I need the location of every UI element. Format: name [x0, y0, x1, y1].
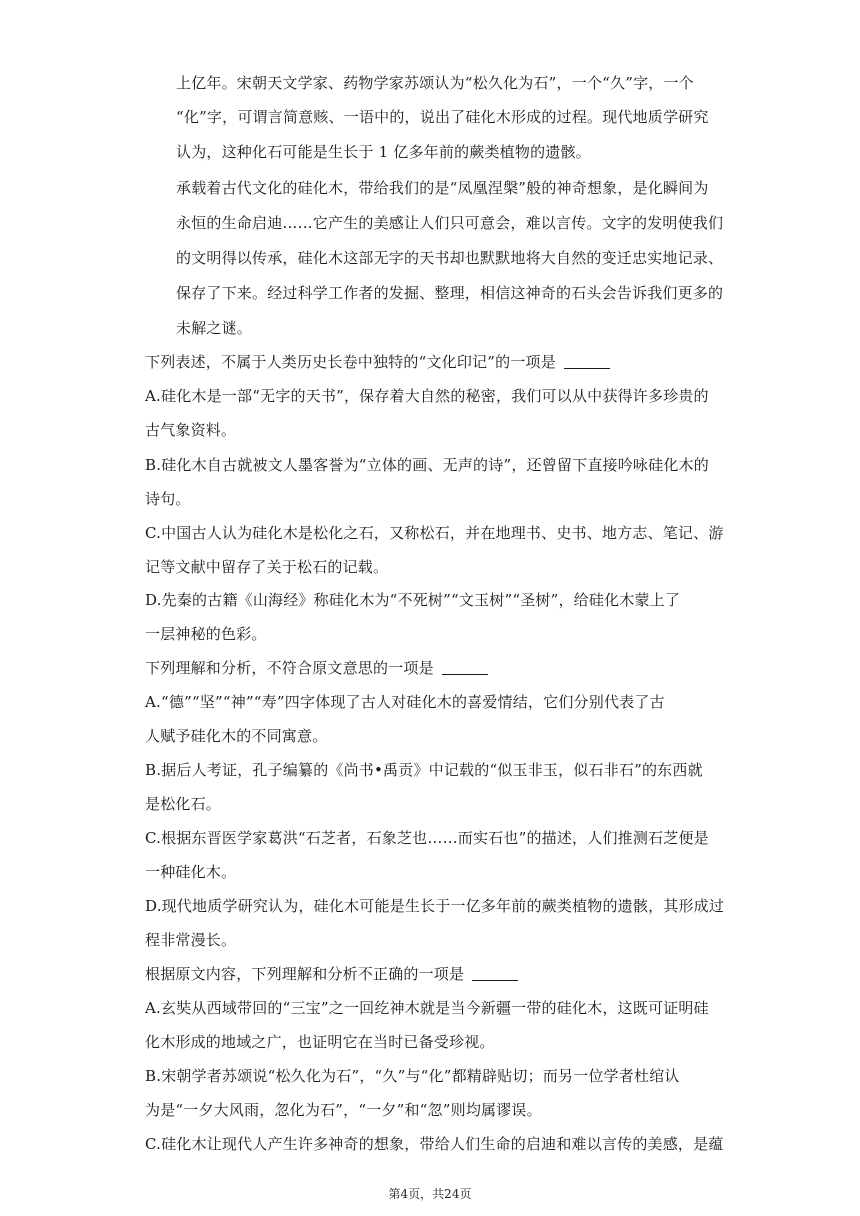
- question-stem-text: 下列理解和分析，不符合原文意思的一项是: [145, 659, 434, 677]
- option-line: 一层神秘的色彩。: [145, 625, 267, 643]
- option-line: A.玄奘从西域带回的“三宝”之一回纥神木就是当今新疆一带的硅化木，这既可证明硅: [145, 999, 709, 1017]
- answer-blank: [442, 660, 488, 675]
- question-stem-text: 下列表述，不属于人类历史长卷中独特的“文化印记”的一项是: [145, 353, 556, 371]
- passage-line: 的文明得以传承，硅化木这部无字的天书却也默默地将大自然的变迁忠实地记录、: [176, 249, 724, 267]
- option-line: C.中国古人认为硅化木是松化之石，又称松石，并在地理书、史书、地方志、笔记、游: [145, 524, 724, 542]
- option-line: 一种硅化木。: [145, 863, 237, 881]
- option-line: A.硅化木是一部“无字的天书”，保存着大自然的秘密，我们可以从中获得许多珍贵的: [145, 387, 709, 405]
- option-line: 人赋予硅化木的不同寓意。: [145, 727, 328, 745]
- passage-line: 承载着古代文化的硅化木，带给我们的是“凤凰涅槃”般的神奇想象，是化瞬间为: [176, 179, 709, 197]
- page-footer: 第4页，共24页: [388, 1187, 472, 1201]
- passage-line: 上亿年。宋朝天文学家、药物学家苏颂认为“松久化为石”，一个“久”字，一个: [176, 74, 694, 92]
- question-stem: [145, 352, 610, 372]
- option-line: C.根据东晋医学家葛洪“石芝者，石象芝也……而实石也”的描述，人们推测石芝便是: [145, 829, 709, 847]
- option-line: B.据后人考证，孔子编纂的《尚书•禹贡》中记载的“似玉非玉，似石非石”的东西就: [145, 761, 703, 779]
- option-line: 古气象资料。: [145, 421, 237, 439]
- answer-blank: [564, 354, 610, 369]
- option-line: A.“德”“坚”“神”“寿”四字体现了古人对硅化木的喜爱情结，它们分别代表了古: [145, 693, 665, 711]
- option-line: 诗句。: [145, 490, 191, 508]
- passage-line: 未解之谜。: [176, 319, 253, 337]
- question-stem-text: 根据原文内容，下列理解和分析不正确的一项是: [145, 965, 465, 983]
- question-stem: [145, 964, 518, 984]
- passage-line: “化”字，可谓言简意赅、一语中的，说出了硅化木形成的过程。现代地质学研究: [176, 108, 709, 126]
- passage-line: 认为，这种化石可能是生长于 1 亿多年前的蕨类植物的遗骸。: [176, 143, 591, 161]
- option-line: 化木形成的地域之广，也证明它在当时已备受珍视。: [145, 1033, 495, 1051]
- option-line: 是松化石。: [145, 795, 222, 813]
- option-line: 程非常漫长。: [145, 931, 237, 949]
- passage-line: 保存了下来。经过科学工作者的发掘、整理，相信这神奇的石头会告诉我们更多的: [176, 284, 724, 302]
- option-line: D.现代地质学研究认为，硅化木可能是生长于一亿多年前的蕨类植物的遗骸，其形成过: [145, 897, 725, 915]
- option-line: 记等文献中留存了关于松石的记载。: [145, 558, 389, 576]
- option-line: B.硅化木自古就被文人墨客誉为“立体的画、无声的诗”，还曾留下直接吟咏硅化木的: [145, 456, 709, 474]
- passage-line: 永恒的生命启迪……它产生的美感让人们只可意会，难以言传。文字的发明使我们: [176, 214, 724, 232]
- answer-blank: [472, 966, 518, 981]
- option-line: B.宋朝学者苏颂说“松久化为石”，“久”与“化”都精辟贴切；而另一位学者杜绾认: [145, 1067, 680, 1085]
- option-line: 为是“一夕大风雨，忽化为石”，“一夕”和“忽”则均属谬误。: [145, 1101, 542, 1119]
- option-line: C.硅化木让现代人产生许多神奇的想象，带给人们生命的启迪和难以言传的美感，是蕴: [145, 1135, 724, 1153]
- option-line: D.先秦的古籍《山海经》称硅化木为“不死树”“文玉树”“圣树”，给硅化木蒙上了: [145, 591, 681, 609]
- question-stem: [145, 658, 488, 678]
